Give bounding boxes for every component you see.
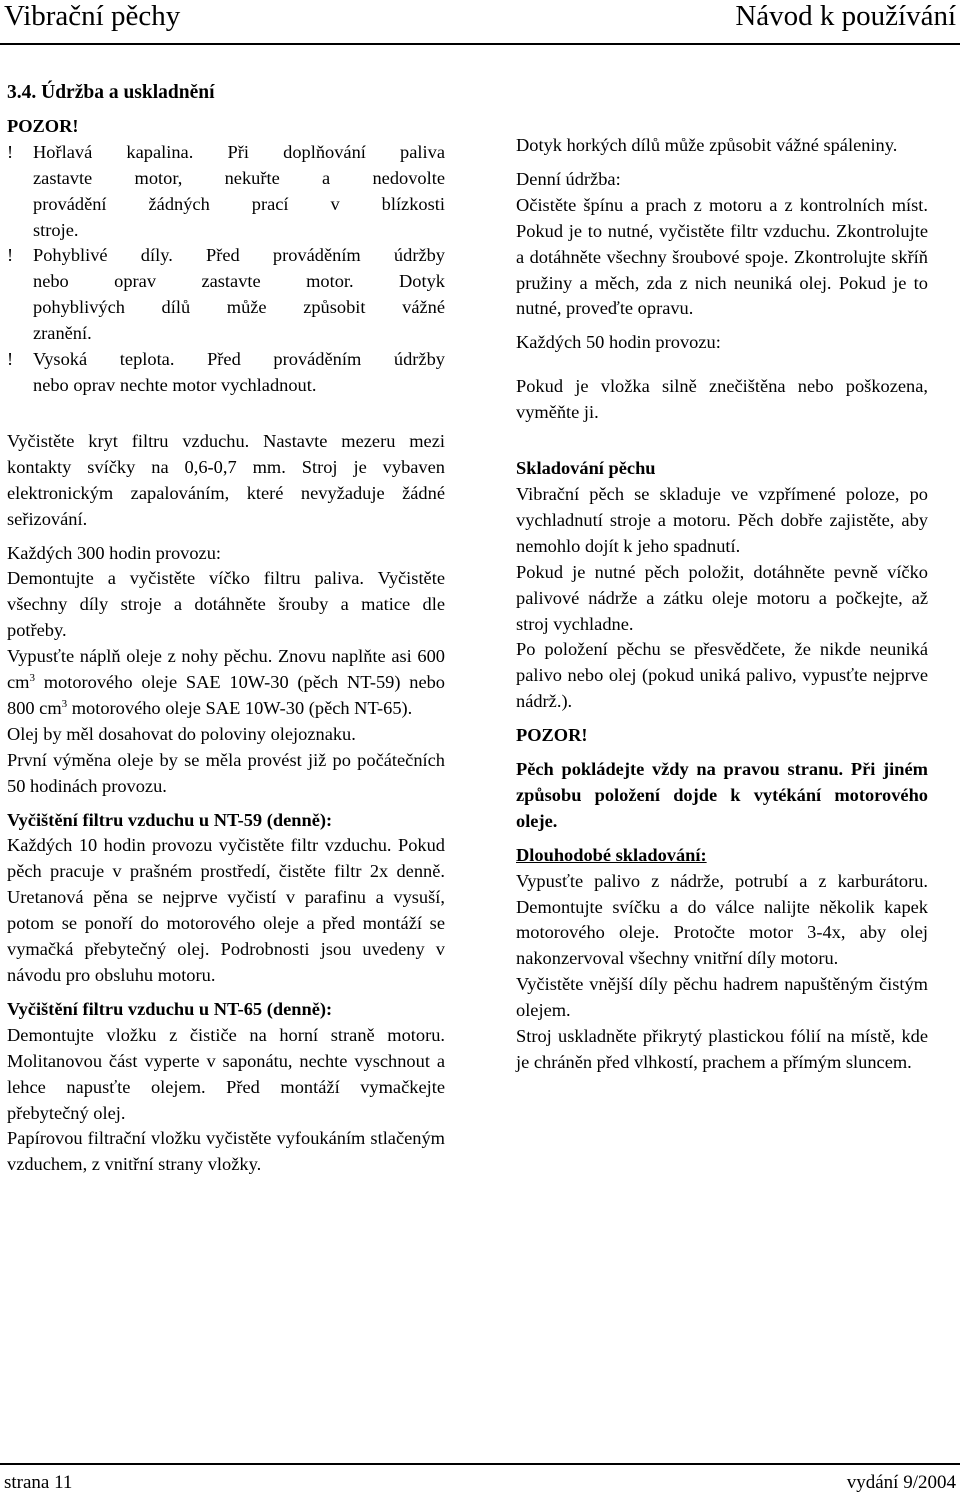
- warning-line: zranění.: [33, 323, 92, 344]
- superscript: 3: [29, 671, 35, 684]
- warning-line: nebo oprav nechte motor vychladnout.: [33, 374, 317, 395]
- right-column: [516, 133, 928, 1076]
- header-rule: [0, 43, 960, 45]
- paragraph-storage-lying: Pokud je nutné pěch položit, dotáhněte pevně víčko palivové nádrže a zátku oleje motoru a počkejte, až stroj vychladne.: [516, 561, 928, 634]
- paragraph-daily-maintenance: Očistěte špínu a prach z motoru a z kontrolních míst. Pokud je to nutné, vyčistěte filtr vzduchu. Zkontrolujte a dotáhněte všechny šroubové spoje. Zkontrolujte skříň pružiny a měch, zda z nich neuniká olej. Pokud je to nutné, proveďte opravu.: [516, 194, 928, 319]
- heading-300-hours: Každých 300 hodin provozu:: [7, 542, 221, 563]
- left-column: [7, 80, 445, 1178]
- warning-line: Vysoká teplota. Před prováděním údržby: [33, 349, 445, 370]
- paragraph-first-oil-change: První výměna oleje by se měla provést již po počátečních 50 hodinách provozu.: [7, 749, 445, 796]
- superscript: 3: [61, 697, 68, 710]
- warning-label: POZOR!: [7, 115, 79, 136]
- heading-nt65-filter: Vyčištění filtru vzduchu u NT-65 (denně):: [7, 998, 333, 1019]
- edition: vydání 9/2004: [846, 1472, 956, 1493]
- page-number: strana 11: [4, 1472, 73, 1493]
- warning-item: [7, 140, 445, 244]
- heading-50-hours: Každých 50 hodin provozu:: [516, 332, 721, 353]
- warning-item: [7, 243, 445, 347]
- paragraph-300-hours: Demontujte a vyčistěte víčko filtru paliva. Vyčistěte všechny díly stroje a dotáhněte šrouby a matice dle potřeby.: [7, 568, 445, 641]
- paragraph-hot-parts: Dotyk horkých dílů může způsobit vážné spáleniny.: [516, 135, 898, 155]
- header-doc-type: Návod k používání: [735, 0, 956, 32]
- warning-line: nebo oprav zastavte motor. Dotyk: [33, 271, 445, 292]
- section-title: 3.4. Údržba a uskladnění: [7, 82, 215, 103]
- warning-label: POZOR!: [516, 725, 588, 746]
- paragraph-paper-filter: Papírovou filtrační vložku vyčistěte vyfoukáním stlačeným vzduchem, z vnitřní strany vložky.: [7, 1128, 445, 1175]
- heading-daily-maintenance: Denní údržba:: [516, 168, 621, 189]
- warning-line: zastavte motor, nekuřte a nedovolte: [33, 167, 445, 188]
- paragraph-air-filter-cover: Vyčistěte kryt filtru vzduchu. Nastavte mezeru mezi kontakty svíčky na 0,6-0,7 mm. Stroj je vybaven elektronickým zapalováním, které nevyžaduje žádné seřizování.: [7, 430, 445, 529]
- footer-rule: [0, 1463, 960, 1465]
- warning-mark: !: [7, 349, 14, 370]
- paragraph-storage-leak-check: Po položení pěchu se přesvědčete, že nikde neuniká palivo nebo olej (pokud uniká palivo, vypusťte nejprve nádrž.).: [516, 639, 928, 712]
- paragraph-oil-change: Vypusťte náplň oleje z nohy pěchu. Znovu naplňte asi 600 $cm^3$ motorového oleje SAE 10W-30 (pěch NT-59) nebo 800 $cm^3$ motorového oleje SAE 10W-30 (pěch NT-65).: [7, 646, 445, 718]
- paragraph-storage-upright: Vibrační pěch se skladuje ve vzpřímené poloze, po vychladnutí stroje a motoru. Pěch dobře zajistěte, aby nemohlo dojít k jeho spadnutí.: [516, 483, 928, 556]
- heading-storage: Skladování pěchu: [516, 458, 656, 479]
- page-footer: [0, 1470, 960, 1500]
- paragraph-lay-right-side: Pěch pokládejte vždy na pravou stranu. Při jiném způsobu položení dojde k vytékání motorového oleje.: [516, 759, 928, 831]
- warning-line: Pohyblivé díly. Před prováděním údržby: [33, 245, 445, 266]
- paragraph-long-term-cover: Stroj uskladněte přikrytý plastickou fólií na místě, kde je chráněn před vlhkostí, prachem a přímým sluncem.: [516, 1026, 928, 1072]
- page-header: [0, 0, 960, 40]
- warning-line: provádění žádných prací v blízkosti: [33, 193, 445, 214]
- warning-item: [7, 347, 445, 399]
- paragraph-oil-level: Olej by měl dosahovat do poloviny olejoznaku.: [7, 723, 356, 744]
- heading-long-term-storage: Dlouhodobé skladování:: [516, 844, 707, 865]
- warning-line: Hořlavá kapalina. Při doplňování paliva: [33, 141, 445, 162]
- header-title: Vibrační pěchy: [4, 0, 181, 32]
- paragraph-long-term-fuel: Vypusťte palivo z nádrže, potrubí a z karburátoru. Demontujte svíčku a do válce nalijte několik kapek motorového oleje. Protočte motor 3-4x, aby olej nakonzervoval všechny vnitřní díly motoru.: [516, 870, 928, 969]
- heading-nt59-filter: Vyčištění filtru vzduchu u NT-59 (denně):: [7, 809, 333, 830]
- warning-mark: !: [7, 245, 14, 266]
- paragraph-nt65-filter: Demontujte vložku z čističe na horní straně motoru. Molitanovou část vyperte v saponátu, nechte vyschnout a lehce napusťte olejem. Před montáží vymačkejte přebytečný olej.: [7, 1024, 445, 1123]
- warning-line: stroje.: [33, 219, 79, 240]
- warning-mark: !: [7, 141, 14, 162]
- paragraph-long-term-clean: Vyčistěte vnější díly pěchu hadrem napuštěným čistým olejem.: [516, 974, 928, 1021]
- warning-line: pohyblivých dílů může způsobit vážné: [33, 297, 445, 318]
- paragraph-50-hours: Pokud je vložka silně znečištěna nebo poškozena, vyměňte ji.: [516, 376, 928, 423]
- paragraph-nt59-filter: Každých 10 hodin provozu vyčistěte filtr vzduchu. Pokud pěch pracuje v prašném prostředí, čistěte filtr 2x denně. Uretanová pěna se nejprve vyčistí v parafinu a vysuší, potom se ponoří do motorového oleje a před montáží se vymačká přebytečný olej. Podrobnosti jsou uvedeny v návodu pro obsluhu motoru.: [7, 835, 445, 985]
